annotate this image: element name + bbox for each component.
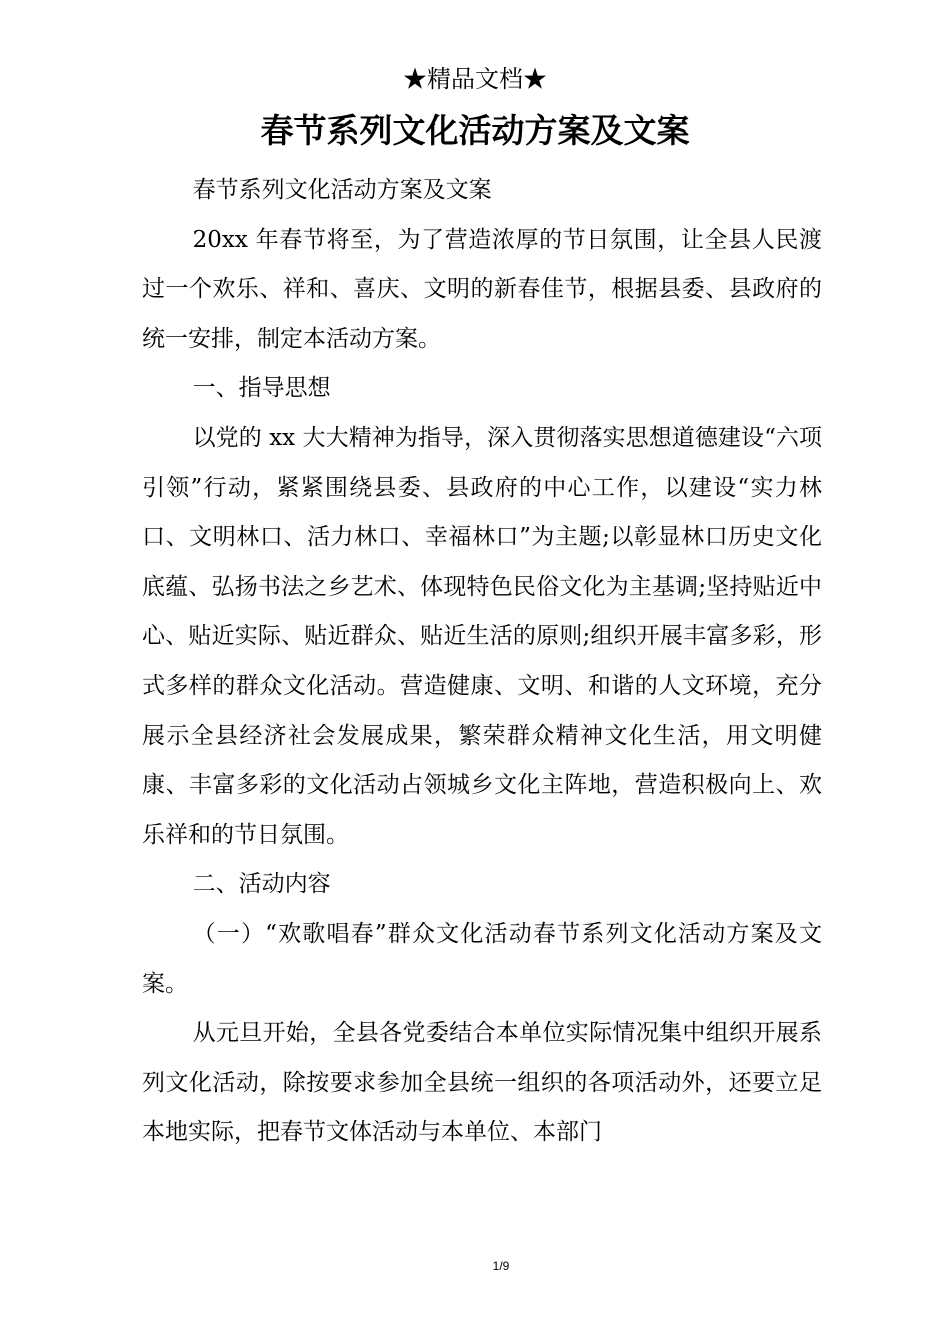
- paragraph-guiding-ideology: 以党的 xx 大大精神为指导，深入贯彻落实思想道德建设“六项引领”行动，紧紧围绕县委、县政府的中心工作，以建设“实力林口、文明林口、活力林口、幸福林口”为主题;以彰显林口历史文化底蕴、弘扬书法之乡艺术、体现特色民俗文化为主基调;坚持贴近中心、贴近实际、贴近群众、贴近生活的原则;组织开展丰富多彩，形式多样的群众文化活动。营造健康、文明、和谐的人文环境，充分展示全县经济社会发展成果，繁荣群众精神文化生活，用文明健康、丰富多彩的文化活动占领城乡文化主阵地，营造积极向上、欢乐祥和的节日氛围。: [142, 424, 822, 848]
- paragraph-activity-details: 从元旦开始，全县各党委结合本单位实际情况集中组织开展系列文化活动，除按要求参加全县统一组织的各项活动外，还要立足本地实际，把春节文体活动与本单位、本部门: [142, 1020, 822, 1146]
- paragraph-intro: 20xx 年春节将至，为了营造浓厚的节日氛围，让全县人民渡过一个欢乐、祥和、喜庆、文明的新春佳节，根据县委、县政府的统一安排，制定本活动方案。: [142, 226, 822, 352]
- subsection-heading-1: （一）“欢歌唱春”群众文化活动春节系列文化活动方案及文案。: [142, 920, 822, 997]
- section-heading-guiding-ideology: 一、指导思想: [192, 375, 331, 402]
- section-heading-activity-content: 二、活动内容: [192, 871, 331, 898]
- page-number: 1/9: [492, 1259, 510, 1273]
- document-title: 春节系列文化活动方案及文案: [260, 111, 690, 150]
- document-body: [142, 166, 822, 1158]
- header-mark: ★精品文档★: [403, 65, 547, 93]
- paragraph-subtitle: 春节系列文化活动方案及文案: [192, 177, 492, 203]
